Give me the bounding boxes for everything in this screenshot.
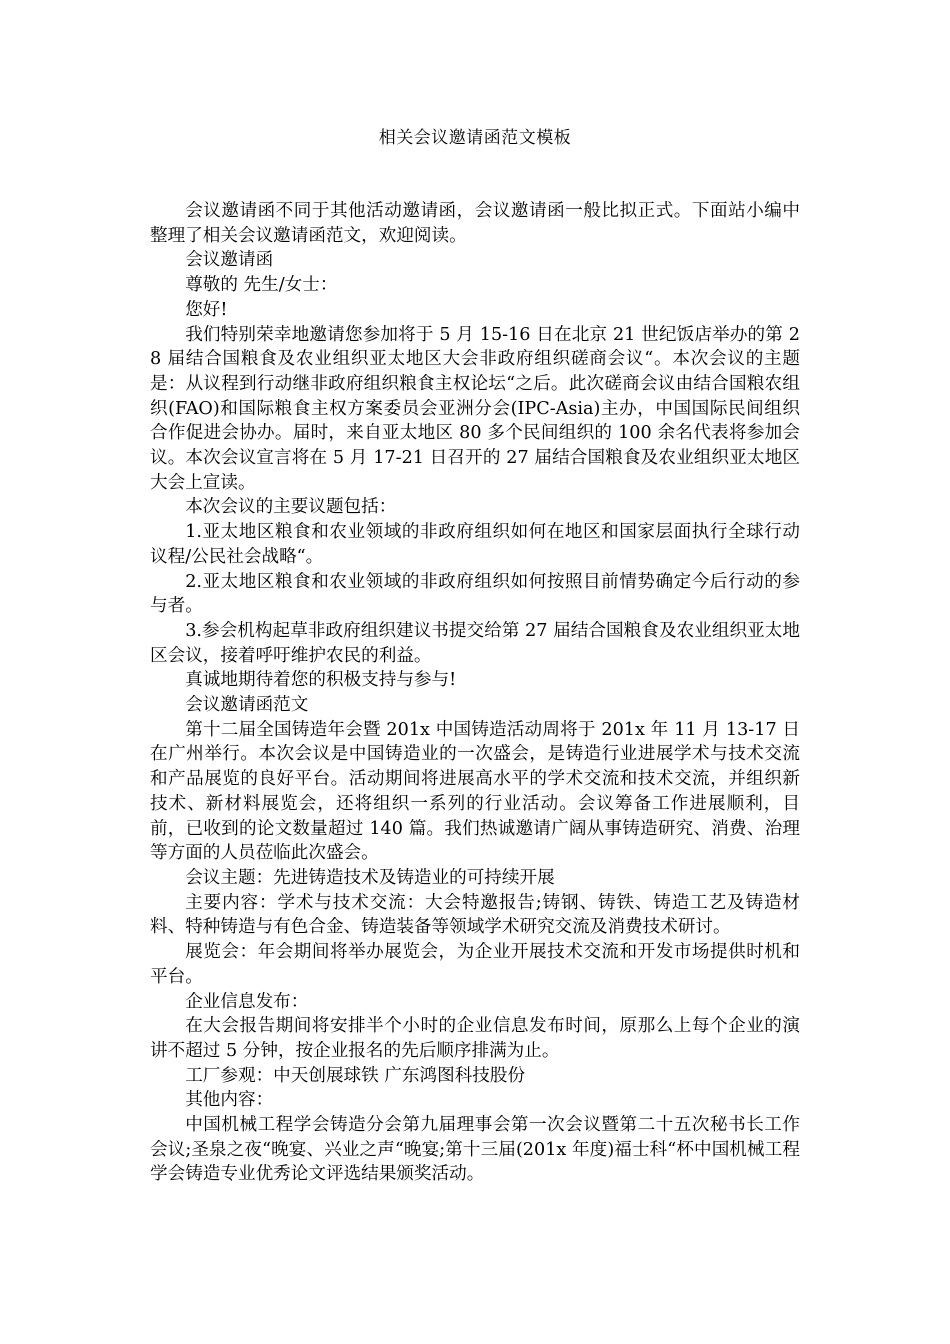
document-title: 相关会议邀请函范文模板 bbox=[378, 128, 572, 148]
paragraph-factory-visit: 工厂参观：中天创展球铁 广东鸿图科技股份 bbox=[185, 1065, 526, 1086]
paragraph-salutation: 尊敬的 先生/女士： bbox=[185, 275, 338, 296]
document-body bbox=[150, 199, 800, 1187]
paragraph-heading-sample: 会议邀请函范文 bbox=[185, 695, 309, 716]
paragraph-company-info-body: 在大会报告期间将安排半个小时的企业信息发布时间，原那么上每个企业的演讲不超过 5 分钟，按企业报名的先后顺序排满为止。 bbox=[150, 1016, 800, 1061]
paragraph-topic-1: 1.亚太地区粮食和农业领域的非政府组织如何在地区和国家层面执行全球行动议程/公民社会战略“。 bbox=[150, 522, 800, 567]
paragraph-closing: 真诚地期待着您的积极支持与参与! bbox=[185, 670, 457, 691]
paragraph-heading-invitation: 会议邀请函 bbox=[185, 250, 274, 271]
paragraph-main-content: 主要内容：学术与技术交流：大会特邀报告;铸钢、铸铁、铸造工艺及铸造材料、特种铸造与有色合金、铸造装备等领域学术研究交流及消费技术研讨。 bbox=[150, 892, 800, 938]
paragraph-intro: 会议邀请函不同于其他活动邀请函，会议邀请函一般比拟正式。下面站小编中整理了相关会议邀请函范文，欢迎阅读。 bbox=[150, 201, 800, 246]
paragraph-greeting: 您好! bbox=[185, 299, 228, 320]
paragraph-theme: 会议主题：先进铸造技术及铸造业的可持续开展 bbox=[185, 867, 555, 888]
paragraph-topic-2: 2.亚太地区粮食和农业领域的非政府组织如何按照目前情势确定今后行动的参与者。 bbox=[150, 571, 800, 617]
paragraph-company-info-heading: 企业信息发布： bbox=[185, 991, 309, 1012]
paragraph-invitation-body: 我们特别荣幸地邀请您参加将于 5 月 15-16 日在北京 21 世纪饭店举办的第 28 届结合国粮食及农业组织亚太地区大会非政府组织磋商会议“。本次会议的主题是：从议程到行动继非政府组织粮食主权论坛“之后。此次磋商会议由结合国粮农组织(FAO)和国际粮食主权方案委员会亚洲分会(IPC-Asia)主办，中国国际民间组织合作促进会协办。届时，来自亚太地区 80 多个民间组织的 100 余名代表将参加会议。本次会议宣言将在 5 月 17-21 日召开的 27 届结合国粮食及农业组织亚太地区大会上宣读。 bbox=[150, 324, 800, 493]
paragraph-exhibition: 展览会：年会期间将举办展览会，为企业开展技术交流和开发市场提供时机和平台。 bbox=[150, 942, 800, 987]
paragraph-other-heading: 其他内容： bbox=[185, 1090, 274, 1111]
paragraph-other-body: 中国机械工程学会铸造分会第九届理事会第一次会议暨第二十五次秘书长工作会议;圣泉之夜“晚宴、兴业之声“晚宴;第十三届(201x 年度)福士科“杯中国机械工程学会铸造专业优秀论文评选结果颁奖活动。 bbox=[150, 1115, 800, 1185]
paragraph-sample-body: 第十二届全国铸造年会暨 201x 中国铸造活动周将于 201x 年 11 月 13-17 日在广州举行。本次会议是中国铸造业的一次盛会，是铸造行业进展学术与技术交流和产品展览的良好平台。活动期间将进展高水平的学术交流和技术交流，并组织新技术、新材料展览会，还将组织一系列的行业活动。会议筹备工作进展顺利，目前，已收到的论文数量超过 140 篇。我们热诚邀请广阔从事铸造研究、消费、治理等方面的人员莅临此次盛会。 bbox=[150, 719, 800, 864]
paragraph-topic-3: 3.参会机构起草非政府组织建议书提交给第 27 届结合国粮食及农业组织亚太地区会议，接着呼吁维护农民的利益。 bbox=[150, 620, 800, 666]
paragraph-topics-intro: 本次会议的主要议题包括： bbox=[185, 497, 397, 518]
